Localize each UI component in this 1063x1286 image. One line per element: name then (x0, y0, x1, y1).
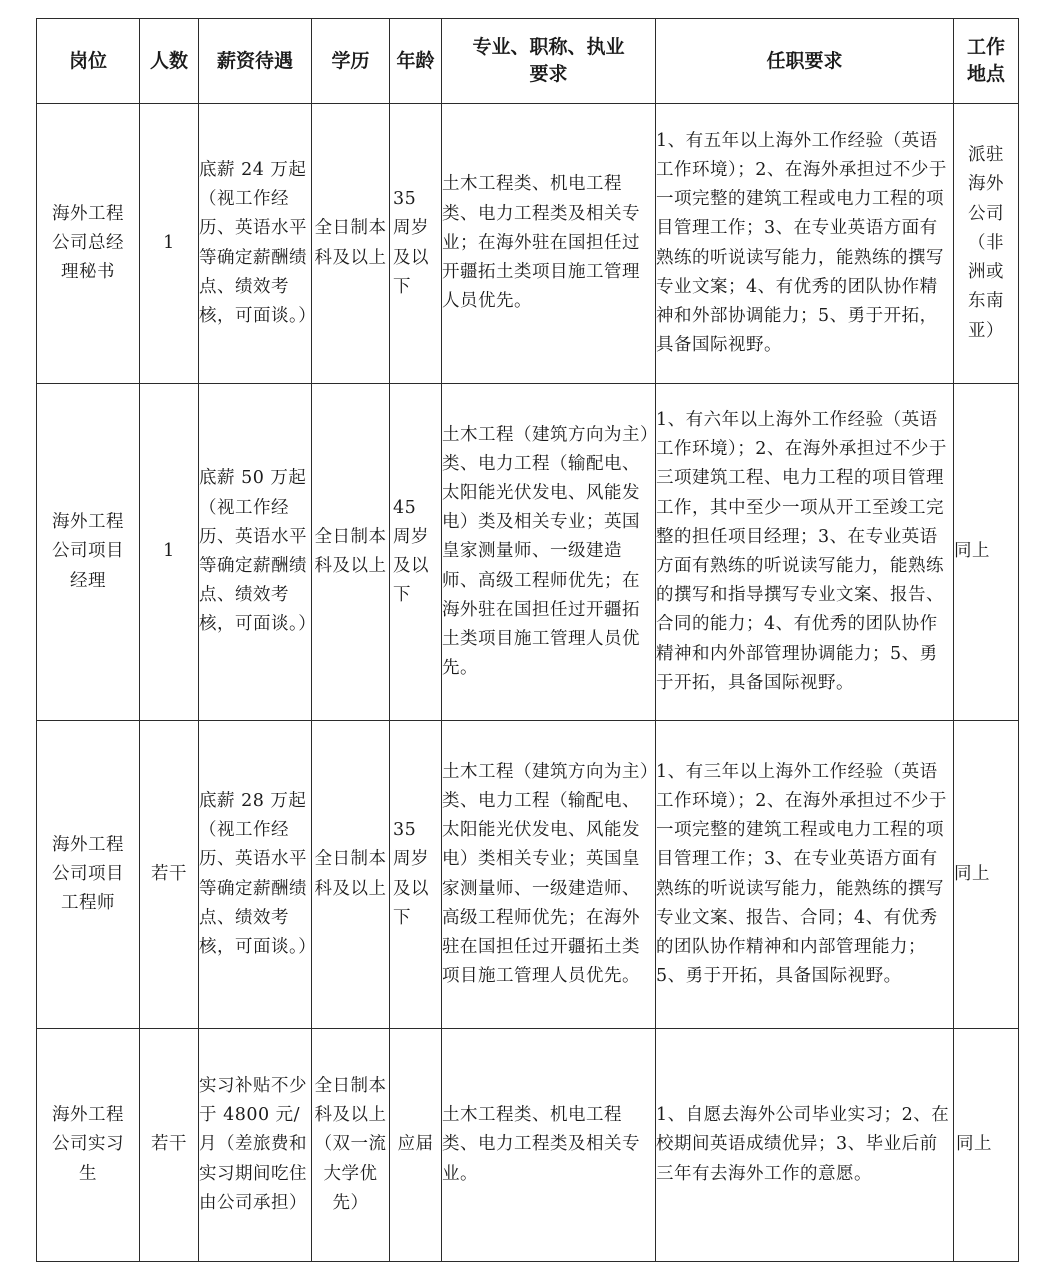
cell-education: 全日制本科及以上 (312, 384, 390, 721)
header-position: 岗位 (37, 19, 140, 104)
header-location: 工作地点 (954, 19, 1019, 104)
cell-salary: 底薪 24 万起（视工作经历、英语水平等确定薪酬绩点、绩效考核，可面谈。） (199, 104, 312, 384)
cell-major: 土木工程类、机电工程类、电力工程类及相关专业。 (442, 1029, 656, 1262)
cell-major: 土木工程（建筑方向为主）类、电力工程（输配电、太阳能光伏发电、风能发电）类相关专业；英国皇家测量师、一级建造师、高级工程师优先；在海外驻在国担任过开疆拓土类项目施工管理人员优先。 (442, 721, 656, 1029)
header-row (37, 19, 1019, 104)
cell-major: 土木工程（建筑方向为主）类、电力工程（输配电、太阳能光伏发电、风能发电）类及相关专业；英国皇家测量师、一级建造师、高级工程师优先；在海外驻在国担任过开疆拓土类项目施工管理人员优先。 (442, 384, 656, 721)
cell-salary: 实习补贴不少于 4800 元/月（差旅费和实习期间吃住由公司承担） (199, 1029, 312, 1262)
header-major: 专业、职称、执业要求 (442, 19, 656, 104)
header-requirements: 任职要求 (656, 19, 954, 104)
cell-requirements: 1、自愿去海外公司毕业实习；2、在校期间英语成绩优异；3、毕业后前三年有去海外工作的意愿。 (656, 1029, 954, 1262)
cell-age: 应届 (390, 1029, 442, 1262)
cell-requirements: 1、有三年以上海外工作经验（英语工作环境）；2、在海外承担过不少于一项完整的建筑工程或电力工程的项目管理工作；3、在专业英语方面有熟练的听说读写能力，能熟练的撰写专业文案、报告、合同；4、有优秀的团队协作精神和内部管理能力；5、勇于开拓，具备国际视野。 (656, 721, 954, 1029)
header-education: 学历 (312, 19, 390, 104)
header-salary: 薪资待遇 (199, 19, 312, 104)
cell-position: 海外工程公司项目工程师 (37, 721, 140, 1029)
cell-major: 土木工程类、机电工程类、电力工程类及相关专业；在海外驻在国担任过开疆拓土类项目施工管理人员优先。 (442, 104, 656, 384)
cell-position: 海外工程公司实习生 (37, 1029, 140, 1262)
cell-education: 全日制本科及以上 (312, 721, 390, 1029)
recruitment-table (36, 18, 1019, 1262)
cell-count: 1 (140, 384, 199, 721)
header-count: 人数 (140, 19, 199, 104)
cell-count: 若干 (140, 721, 199, 1029)
cell-location: 同上 (954, 1029, 1019, 1262)
cell-requirements: 1、有六年以上海外工作经验（英语工作环境）；2、在海外承担过不少于三项建筑工程、电力工程的项目管理工作，其中至少一项从开工至竣工完整的担任项目经理；3、在专业英语方面有熟练的听说读写能力，能熟练的撰写和指导撰写专业文案、报告、合同的能力；4、有优秀的团队协作精神和内外部管理协调能力；5、勇于开拓，具备国际视野。 (656, 384, 954, 721)
cell-education: 全日制本科及以上 (312, 104, 390, 384)
cell-count: 1 (140, 104, 199, 384)
cell-location: 派驻海外公司（非洲或东南亚） (954, 104, 1019, 384)
cell-location: 同上 (954, 384, 1019, 721)
cell-count: 若干 (140, 1029, 199, 1262)
cell-age: 45 周岁及以下 (390, 384, 442, 721)
table-row (37, 721, 1019, 1029)
table-row (37, 384, 1019, 721)
cell-requirements: 1、有五年以上海外工作经验（英语工作环境）；2、在海外承担过不少于一项完整的建筑工程或电力工程的项目管理工作；3、在专业英语方面有熟练的听说读写能力，能熟练的撰写专业文案；4、有优秀的团队协作精神和外部协调能力；5、勇于开拓，具备国际视野。 (656, 104, 954, 384)
header-age: 年龄 (390, 19, 442, 104)
cell-position: 海外工程公司项目经理 (37, 384, 140, 721)
cell-salary: 底薪 28 万起（视工作经历、英语水平等确定薪酬绩点、绩效考核，可面谈。） (199, 721, 312, 1029)
cell-position: 海外工程公司总经理秘书 (37, 104, 140, 384)
cell-age: 35 周岁及以下 (390, 104, 442, 384)
table-row (37, 104, 1019, 384)
cell-salary: 底薪 50 万起（视工作经历、英语水平等确定薪酬绩点、绩效考核，可面谈。） (199, 384, 312, 721)
cell-age: 35 周岁及以下 (390, 721, 442, 1029)
cell-education: 全日制本科及以上（双一流大学优先） (312, 1029, 390, 1262)
table-row (37, 1029, 1019, 1262)
cell-location: 同上 (954, 721, 1019, 1029)
